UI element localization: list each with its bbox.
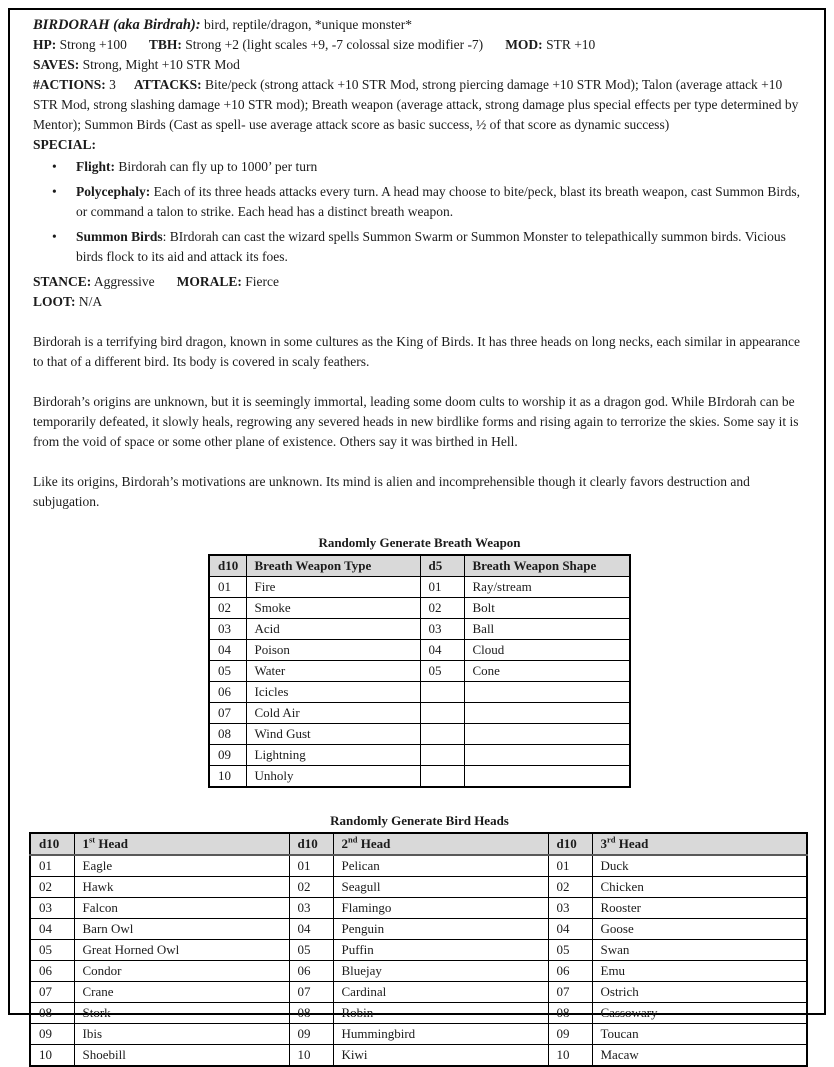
table-cell: Pelican — [333, 855, 548, 877]
table-cell — [464, 745, 630, 766]
table-cell: 03 — [420, 619, 464, 640]
table-cell: Ball — [464, 619, 630, 640]
table-cell: 01 — [30, 855, 74, 877]
table-cell: Cold Air — [246, 703, 420, 724]
col-header-d10: d10 — [30, 833, 74, 855]
saves-line — [33, 55, 806, 75]
bird-heads-table — [29, 832, 808, 1067]
table-cell: 02 — [30, 877, 74, 898]
table-cell: Eagle — [74, 855, 289, 877]
table-cell: Puffin — [333, 940, 548, 961]
table-cell: 04 — [209, 640, 246, 661]
table-cell: Robin — [333, 1003, 548, 1024]
table-cell: 06 — [548, 961, 592, 982]
table-cell: Hawk — [74, 877, 289, 898]
table-cell: 05 — [548, 940, 592, 961]
special-summon-birds — [33, 227, 806, 267]
table-row — [30, 1045, 807, 1067]
table-cell — [464, 682, 630, 703]
table-row — [209, 661, 630, 682]
hp-label: HP: — [33, 37, 57, 52]
table-cell: Goose — [592, 919, 807, 940]
table-cell: Cloud — [464, 640, 630, 661]
table-cell — [464, 766, 630, 788]
table-cell — [420, 682, 464, 703]
table-row — [30, 1003, 807, 1024]
special-polycephaly-text: Each of its three heads attacks every turn. A head may choose to bite/peck, blast its breath weapon, cast Summon Birds, or command a talon to strike. Each head has a distinct breath weapon. — [76, 184, 800, 219]
table-cell: 09 — [30, 1024, 74, 1045]
table-cell: Smoke — [246, 598, 420, 619]
morale-value: Fierce — [241, 274, 279, 289]
table-cell: 03 — [30, 898, 74, 919]
table-cell: Cone — [464, 661, 630, 682]
special-flight-text: Birdorah can fly up to 1000’ per turn — [115, 159, 318, 174]
table-cell: Barn Owl — [74, 919, 289, 940]
col-header-second-head: 2nd Head — [333, 833, 548, 855]
table-row — [209, 577, 630, 598]
table-cell: 08 — [289, 1003, 333, 1024]
table-cell: Ibis — [74, 1024, 289, 1045]
table-cell: Falcon — [74, 898, 289, 919]
table-cell: 02 — [289, 877, 333, 898]
table-cell: Cardinal — [333, 982, 548, 1003]
table-cell: 09 — [209, 745, 246, 766]
table-row — [30, 1024, 807, 1045]
table-cell: 07 — [289, 982, 333, 1003]
table-row — [30, 961, 807, 982]
table-row — [209, 640, 630, 661]
tbh-label: TBH: — [148, 37, 182, 52]
ordinal-superscript: rd — [607, 834, 616, 845]
table-row — [30, 855, 807, 877]
table-cell — [420, 745, 464, 766]
table-cell: Poison — [246, 640, 420, 661]
table-cell: 06 — [289, 961, 333, 982]
table-row — [30, 940, 807, 961]
table-cell: 07 — [30, 982, 74, 1003]
hp-value: Strong +100 — [56, 37, 127, 52]
table-cell: 04 — [420, 640, 464, 661]
table-cell: Unholy — [246, 766, 420, 788]
table-row — [209, 703, 630, 724]
col-header-d10: d10 — [548, 833, 592, 855]
table-cell: Flamingo — [333, 898, 548, 919]
table-cell: Macaw — [592, 1045, 807, 1067]
table-cell: 05 — [420, 661, 464, 682]
special-flight — [33, 157, 806, 177]
ordinal-superscript: st — [89, 834, 96, 845]
table-cell: Kiwi — [333, 1045, 548, 1067]
table-cell: Shoebill — [74, 1045, 289, 1067]
breath-weapon-table — [208, 554, 631, 788]
table-cell: 08 — [30, 1003, 74, 1024]
table-row — [30, 982, 807, 1003]
actions-attacks-line — [33, 75, 806, 135]
stance-morale-line — [33, 272, 806, 292]
table-cell: 04 — [289, 919, 333, 940]
special-flight-label: Flight: — [76, 159, 115, 174]
table-cell: Fire — [246, 577, 420, 598]
table-cell: 10 — [209, 766, 246, 788]
saves-value: Strong, Might +10 STR Mod — [79, 57, 240, 72]
col-header-breath-weapon-shape: Breath Weapon Shape — [464, 555, 630, 577]
monster-name: BIRDORAH (aka Birdrah): — [33, 17, 201, 33]
table-cell: Condor — [74, 961, 289, 982]
loot-line — [33, 292, 806, 312]
col-header-breath-weapon-type: Breath Weapon Type — [246, 555, 420, 577]
col-header-d10: d10 — [209, 555, 246, 577]
table-header-row — [30, 833, 807, 855]
table-cell: 06 — [209, 682, 246, 703]
table-cell: Duck — [592, 855, 807, 877]
table-row — [30, 877, 807, 898]
table-cell: 09 — [289, 1024, 333, 1045]
table-cell — [464, 724, 630, 745]
table-cell: 06 — [30, 961, 74, 982]
table-cell — [464, 703, 630, 724]
table-row — [209, 766, 630, 788]
table-cell: Acid — [246, 619, 420, 640]
table-cell: 01 — [289, 855, 333, 877]
table-row — [209, 682, 630, 703]
table-cell: Crane — [74, 982, 289, 1003]
stance-value: Aggressive — [91, 274, 155, 289]
table-row — [30, 919, 807, 940]
loot-label: LOOT: — [33, 294, 76, 309]
table-cell: 01 — [420, 577, 464, 598]
table-header-row — [209, 555, 630, 577]
table-cell: 07 — [548, 982, 592, 1003]
table-cell: Stork — [74, 1003, 289, 1024]
col-header-d10: d10 — [289, 833, 333, 855]
table-cell: 08 — [209, 724, 246, 745]
saves-label: SAVES: — [33, 57, 80, 72]
col-header-d5: d5 — [420, 555, 464, 577]
col-header-first-head: 1st Head — [74, 833, 289, 855]
actions-value: 3 — [105, 77, 116, 92]
mod-value: STR +10 — [542, 37, 596, 52]
table-cell: Bolt — [464, 598, 630, 619]
table-cell: 02 — [420, 598, 464, 619]
table-row — [209, 619, 630, 640]
special-polycephaly — [33, 182, 806, 222]
table-cell: 05 — [209, 661, 246, 682]
table-cell — [420, 703, 464, 724]
tbh-value: Strong +2 (light scales +9, -7 colossal size modifier -7) — [181, 37, 484, 52]
col-header-third-head: 3rd Head — [592, 833, 807, 855]
table-cell: Toucan — [592, 1024, 807, 1045]
special-abilities-list — [33, 157, 806, 267]
bird-heads-table-title: Randomly Generate Bird Heads — [330, 813, 509, 828]
special-heading: SPECIAL: — [33, 137, 97, 152]
table-cell: 10 — [548, 1045, 592, 1067]
table-cell: 10 — [30, 1045, 74, 1067]
table-cell: 05 — [289, 940, 333, 961]
table-cell: Swan — [592, 940, 807, 961]
table-cell: 04 — [30, 919, 74, 940]
table-cell: Bluejay — [333, 961, 548, 982]
breath-weapon-table-title: Randomly Generate Breath Weapon — [318, 535, 521, 550]
monster-title-line — [33, 15, 806, 35]
motivations-paragraph: Like its origins, Birdorah’s motivations are unknown. Its mind is alien and incomprehensible though it clearly favors destruction and subjugation. — [33, 474, 750, 509]
table-cell: Rooster — [592, 898, 807, 919]
table-cell: Great Horned Owl — [74, 940, 289, 961]
table-cell: Seagull — [333, 877, 548, 898]
table-cell: 03 — [289, 898, 333, 919]
special-summon-birds-text: : BIrdorah can cast the wizard spells Summon Swarm or Summon Monster to telepathically summon birds. Vicious birds flock to its aid and attack its foes. — [76, 229, 786, 264]
table-cell: 01 — [209, 577, 246, 598]
table-cell: Penguin — [333, 919, 548, 940]
table-cell: Chicken — [592, 877, 807, 898]
table-row — [209, 745, 630, 766]
table-cell: 01 — [548, 855, 592, 877]
table-cell: 10 — [289, 1045, 333, 1067]
monster-type: bird, reptile/dragon, *unique monster* — [200, 17, 413, 32]
actions-label: #ACTIONS: — [33, 77, 106, 92]
table-cell: 07 — [209, 703, 246, 724]
loot-value: N/A — [75, 294, 103, 309]
table-cell: Hummingbird — [333, 1024, 548, 1045]
table-cell: 08 — [548, 1003, 592, 1024]
table-row — [209, 724, 630, 745]
table-cell: Emu — [592, 961, 807, 982]
ordinal-superscript: nd — [348, 834, 358, 845]
morale-label: MORALE: — [176, 274, 242, 289]
table-cell: Water — [246, 661, 420, 682]
table-cell — [420, 724, 464, 745]
hp-line — [33, 35, 806, 55]
table-cell: 04 — [548, 919, 592, 940]
table-row — [209, 598, 630, 619]
table-cell: Lightning — [246, 745, 420, 766]
table-cell — [420, 766, 464, 788]
table-cell: 03 — [209, 619, 246, 640]
description-paragraph: Birdorah is a terrifying bird dragon, known in some cultures as the King of Birds. It has three heads on long necks, each similar in appearance to that of a different bird. Its body is covered in scaly feathers. — [33, 334, 801, 369]
table-cell: 02 — [209, 598, 246, 619]
attacks-label: ATTACKS: — [133, 77, 202, 92]
origins-paragraph: Birdorah’s origins are unknown, but it is seemingly immortal, leading some doom cults to worship it as a dragon god. While BIrdorah can be temporarily defeated, it slowly heals, regrowing any severed heads in new birdlike forms and rising again to terrorize the skies. Some say it is from the void of space or some other plane of existence. Others say it was birthed in Hell. — [33, 394, 799, 449]
table-cell: Icicles — [246, 682, 420, 703]
special-polycephaly-label: Polycephaly: — [76, 184, 151, 199]
mod-label: MOD: — [505, 37, 543, 52]
table-cell: Cassowary — [592, 1003, 807, 1024]
table-row — [30, 898, 807, 919]
table-cell: Wind Gust — [246, 724, 420, 745]
table-cell: 05 — [30, 940, 74, 961]
table-cell: Ray/stream — [464, 577, 630, 598]
special-summon-birds-label: Summon Birds — [76, 229, 163, 244]
attacks-value: Bite/peck (strong attack +10 STR Mod, strong piercing damage +10 STR Mod); Talon (average attack +10 STR Mod, strong slashing damage +10 STR mod); Breath weapon (average attack, strong damage plus special effects per type determined by Mentor); Summon Birds (Cast as spell- use average attack score as basic success, ½ of that score as dynamic success) — [33, 77, 799, 132]
document-page — [8, 8, 826, 1062]
stance-label: STANCE: — [33, 274, 92, 289]
table-cell: 03 — [548, 898, 592, 919]
table-cell: 09 — [548, 1024, 592, 1045]
table-cell: 02 — [548, 877, 592, 898]
table-cell: Ostrich — [592, 982, 807, 1003]
